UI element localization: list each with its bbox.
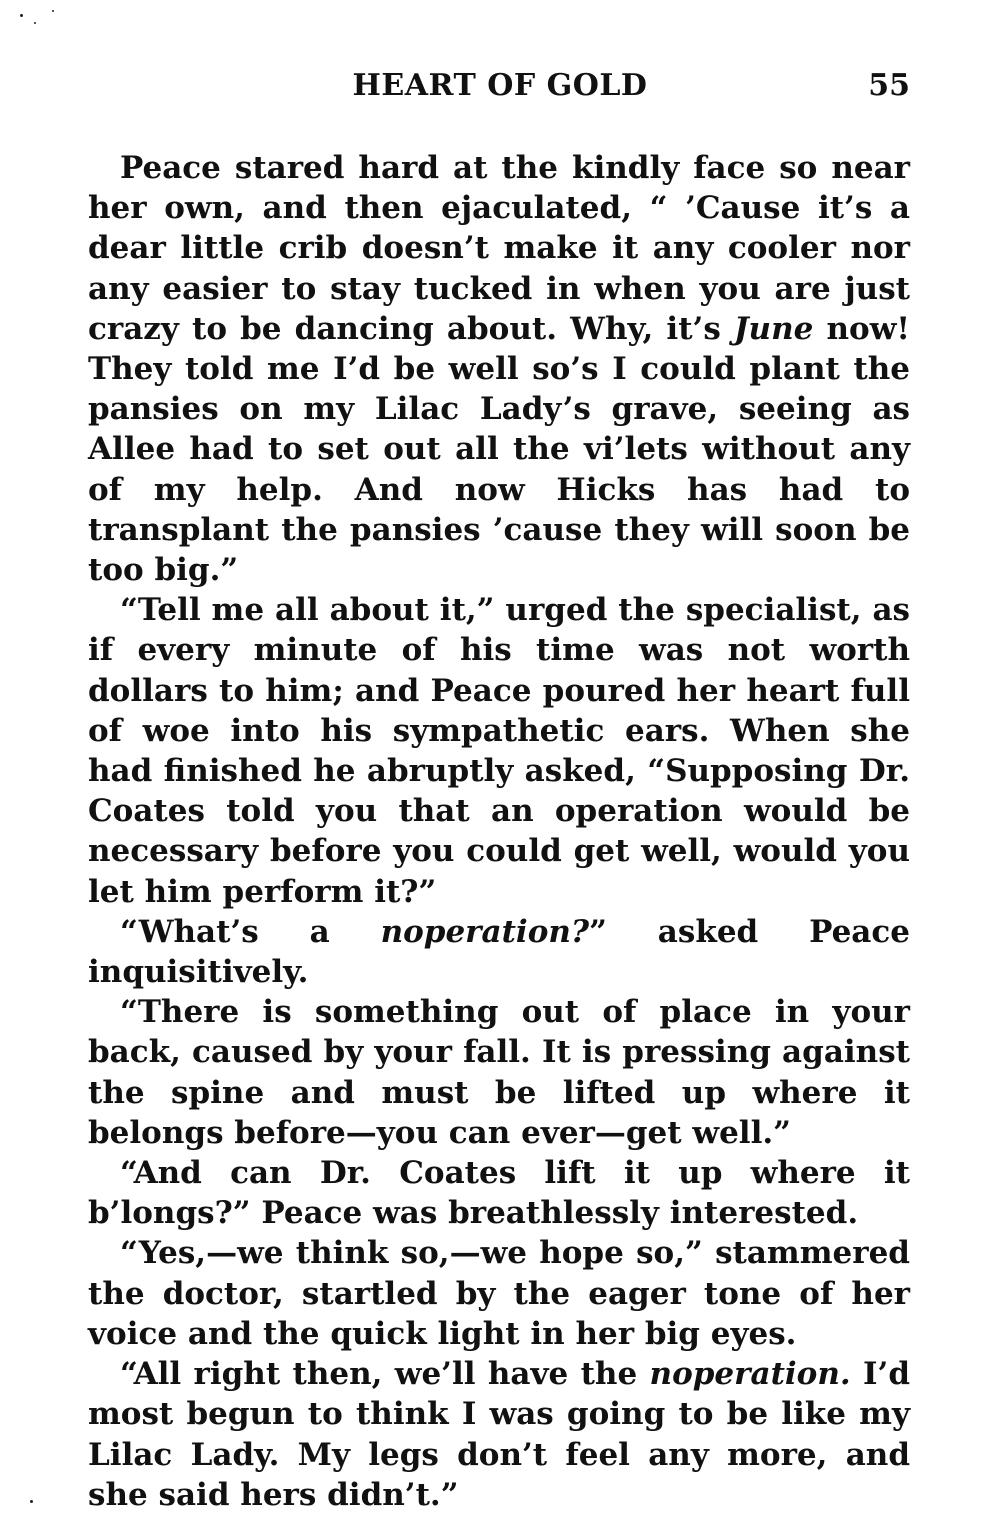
text-run: now! They told me I’d be well so’s I could plant the pansies on my Lilac Lady’s grave, seeing as Allee had to set out all the vi’lets without any of my help. And now Hicks has had to transplant the pansies ’cause they will soon be too big.” bbox=[88, 310, 910, 589]
body-text bbox=[88, 148, 910, 1515]
ink-speck bbox=[20, 14, 23, 17]
paragraph bbox=[88, 590, 910, 912]
ink-speck bbox=[52, 10, 54, 12]
paragraph bbox=[88, 1233, 910, 1354]
paragraph bbox=[88, 1153, 910, 1233]
text-run: “There is something out of place in your back, caused by your fall. It is pressing against the spine and must be lifted up where it belongs before—you can ever—get well.” bbox=[88, 994, 910, 1151]
paragraph bbox=[88, 992, 910, 1153]
text-run: I’d most begun to think I was going to be like my Lilac Lady. My legs don’t feel any more, and she said hers didn’t.” bbox=[88, 1356, 910, 1513]
text-run: ” asked Peace inquisitively. bbox=[88, 913, 910, 991]
page-number: 55 bbox=[868, 68, 910, 103]
italic-run: noperation? bbox=[380, 913, 590, 950]
paragraph bbox=[88, 148, 910, 590]
page-header bbox=[90, 68, 910, 118]
text-run: Peace stared hard at the kindly face so near her own, and then ejaculated, “ ’Cause it’s a dear little crib doesn’t make it any cooler nor any easier to stay tucked in when you are just crazy to be dancing about. Why, it’s bbox=[88, 150, 910, 347]
paragraph bbox=[88, 912, 910, 992]
italic-run: noperation. bbox=[649, 1356, 851, 1393]
ink-speck bbox=[34, 22, 36, 24]
text-run: “All right then, we’ll have the bbox=[120, 1356, 650, 1393]
italic-run: June bbox=[733, 310, 814, 347]
running-title: HEART OF GOLD bbox=[352, 68, 648, 103]
paragraph bbox=[88, 1354, 910, 1515]
text-run: “What’s a bbox=[120, 913, 381, 950]
text-run: “Yes,—we think so,—we hope so,” stammered the doctor, startled by the eager tone of her voice and the quick light in her big eyes. bbox=[88, 1235, 910, 1352]
ink-speck bbox=[30, 1500, 33, 1503]
text-run: “Tell me all about it,” urged the specialist, as if every minute of his time was not worth dollars to him; and Peace poured her heart full of woe into his sympathetic ears. When she had finished he abruptly asked, “Supposing Dr. Coates told you that an operation would be necessary before you could get well, would you let him perform it?” bbox=[88, 592, 910, 910]
text-run: “And can Dr. Coates lift it up where it b’longs?” Peace was breathlessly interested. bbox=[88, 1155, 910, 1232]
